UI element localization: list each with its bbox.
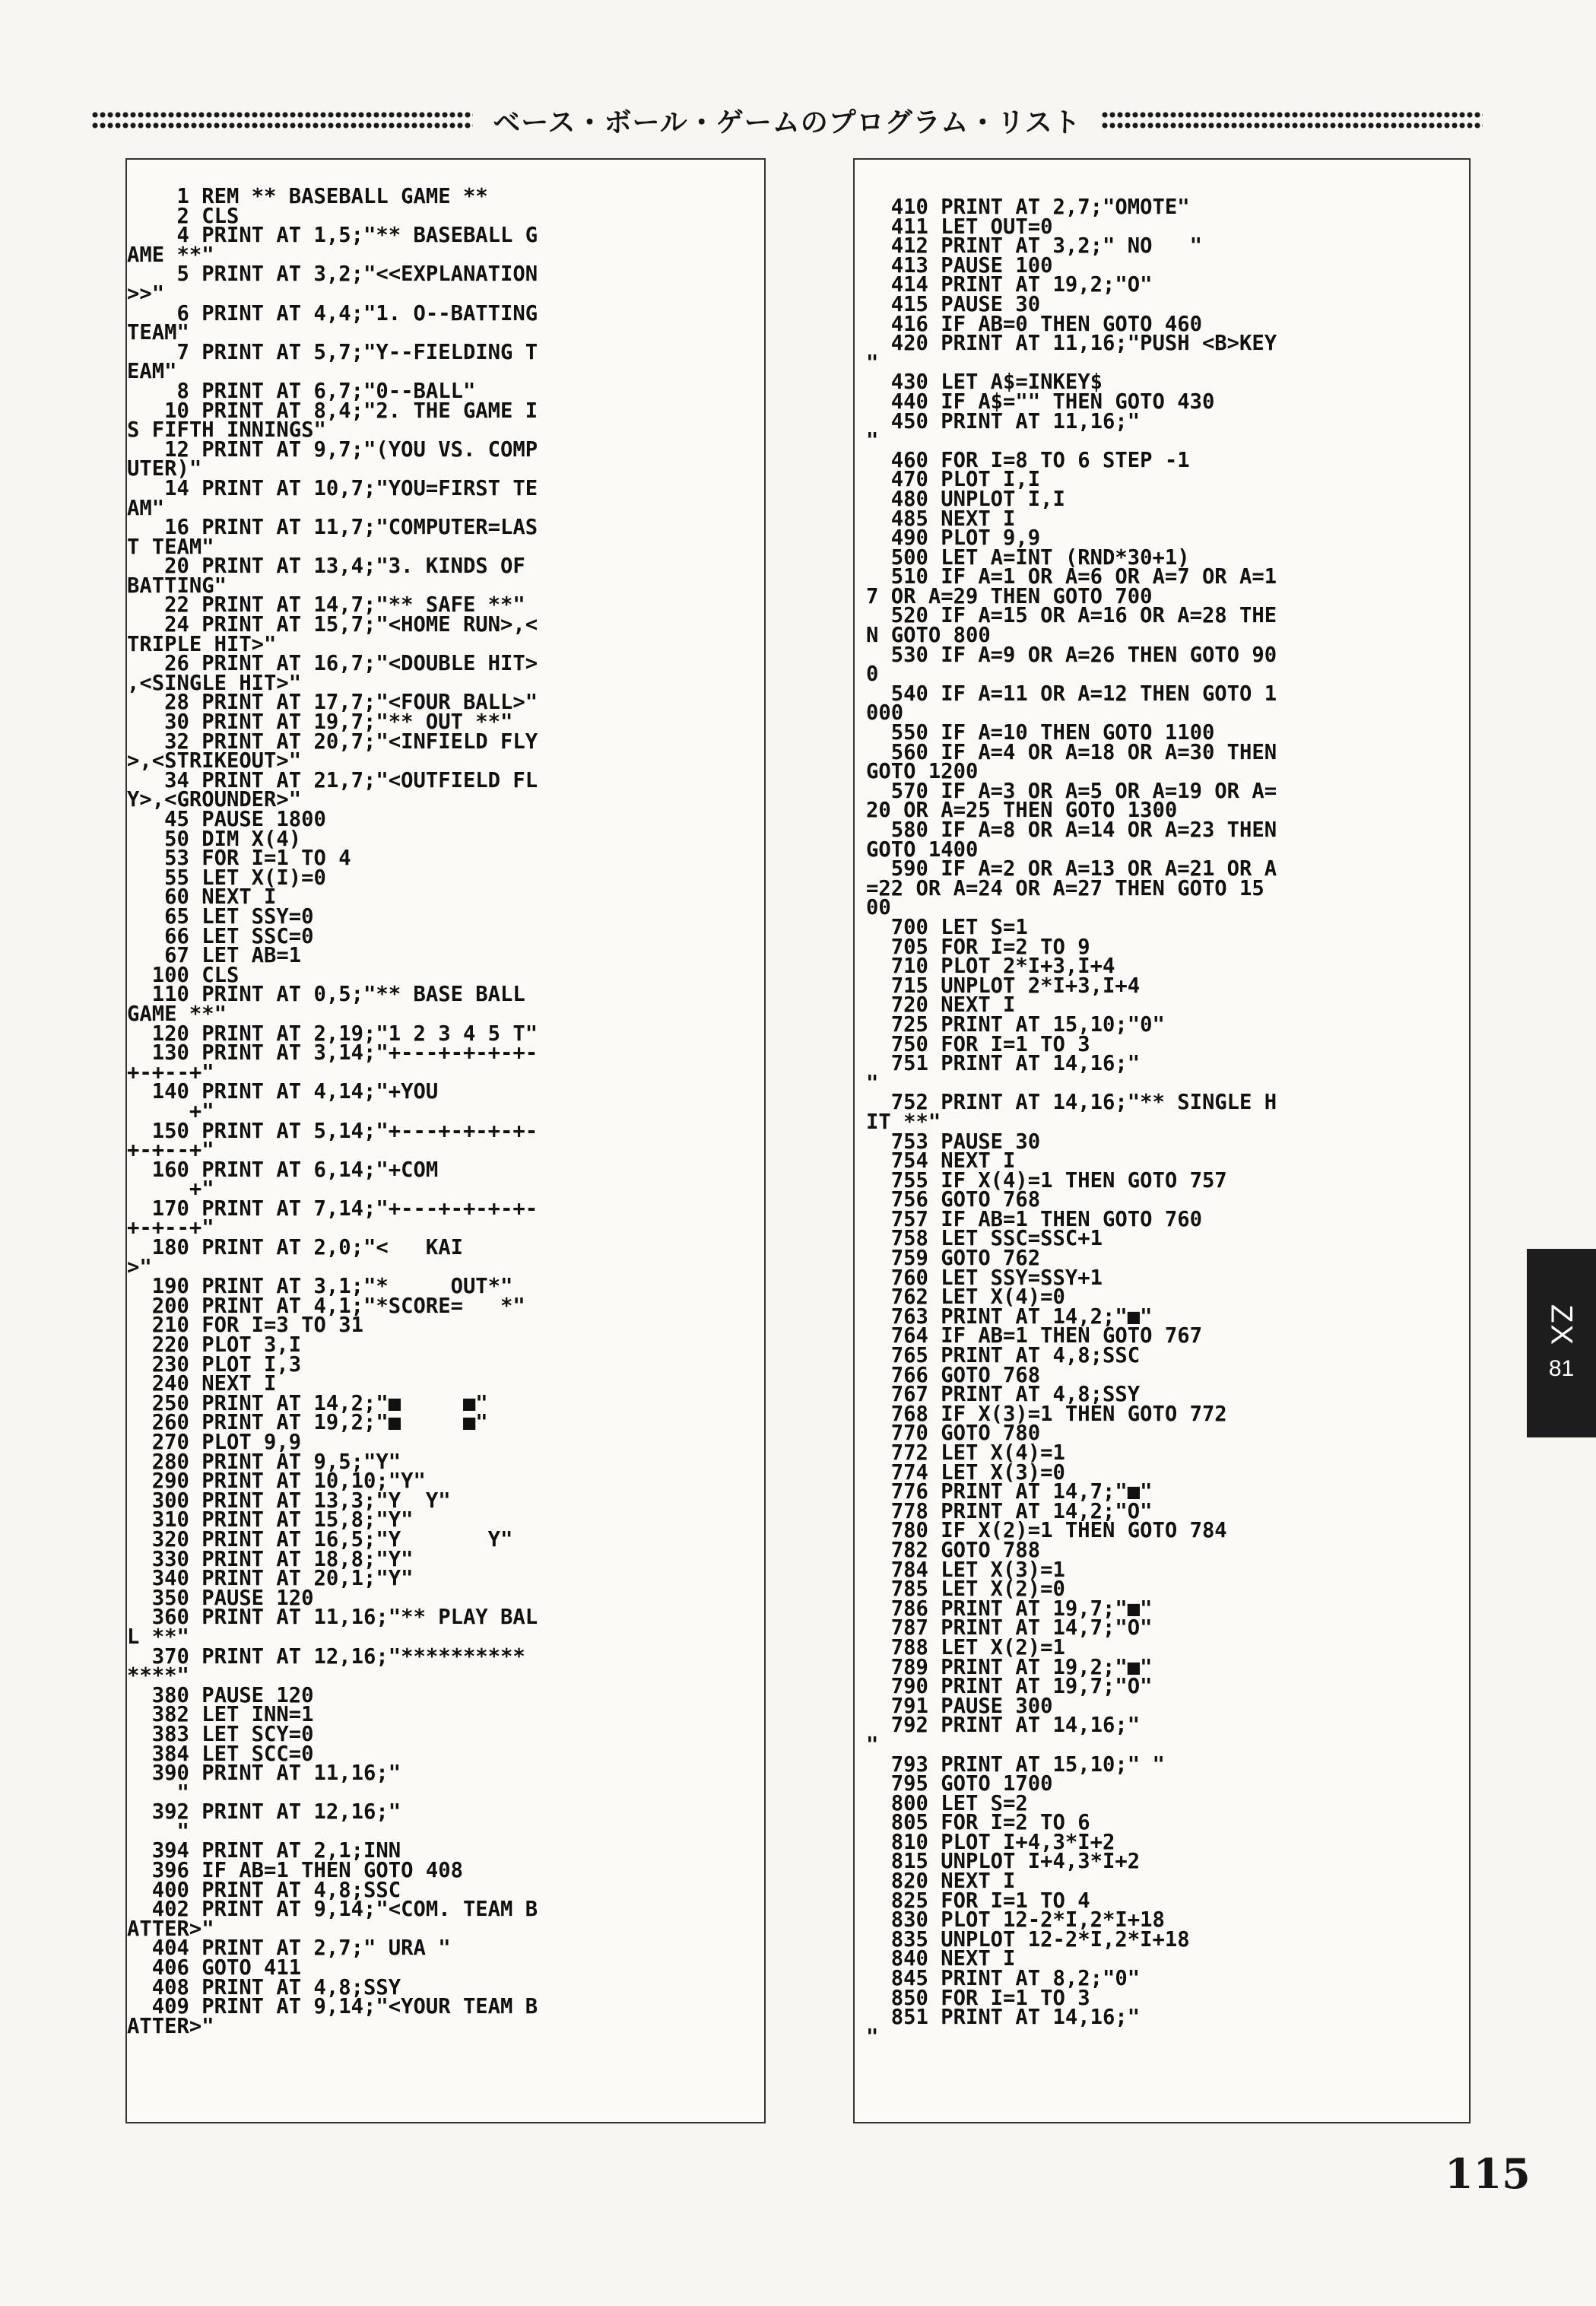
code-line: EAM"	[127, 360, 177, 384]
code-line: 310 PRINT AT 15,8;"Y"	[127, 1508, 414, 1533]
code-line: >,<STRIKEOUT>"	[127, 749, 302, 773]
code-line: 55 LET X(I)=0	[127, 866, 326, 890]
code-line: 415 PAUSE 30	[866, 292, 1041, 316]
code-line: 788 LET X(2)=1	[866, 1635, 1065, 1660]
code-line: 190 PRINT AT 3,1;"* OUT*"	[127, 1275, 513, 1299]
code-line: 825 FOR I=1 TO 4	[866, 1888, 1090, 1913]
code-line: +-+--+"	[127, 1216, 214, 1240]
code-line: 752 PRINT AT 14,16;"** SINGLE H	[866, 1091, 1277, 1115]
code-line: >>"	[127, 281, 165, 306]
code-line: 835 UNPLOT 12-2*I,2*I+18	[866, 1927, 1190, 1952]
code-line: ****"	[127, 1664, 189, 1688]
code-line: "	[127, 1780, 189, 1805]
code-line: 66 LET SSC=0	[127, 924, 314, 948]
code-line: 480 UNPLOT I,I	[866, 487, 1065, 511]
code-line: 000	[866, 701, 904, 726]
code-line: 720 NEXT I	[866, 993, 1016, 1018]
code-line: 160 PRINT AT 6,14;"+COM	[127, 1158, 439, 1182]
code-line: 1 REM ** BASEBALL GAME **	[127, 185, 488, 208]
code-line: >"	[127, 1255, 152, 1279]
code-line: ATTER>"	[127, 1917, 214, 1941]
code-line: 753 PAUSE 30	[866, 1129, 1041, 1154]
code-line: 340 PRINT AT 20,1;"Y"	[127, 1567, 414, 1591]
code-line: 290 PRINT AT 10,10;"Y"	[127, 1469, 426, 1494]
code-line: 800 LET S=2	[866, 1791, 1028, 1815]
code-line: 410 PRINT AT 2,7;"OMOTE"	[866, 195, 1190, 219]
code-line: 789 PRINT AT 19,2;"■"	[866, 1655, 1153, 1679]
code-line: 530 IF A=9 OR A=26 THEN GOTO 90	[866, 643, 1277, 667]
code-line: 754 NEXT I	[866, 1149, 1016, 1174]
code-line: 240 NEXT I	[127, 1372, 277, 1396]
code-line: 34 PRINT AT 21,7;"<OUTFIELD FL	[127, 768, 538, 792]
program-listing-left	[127, 187, 538, 2036]
code-line: GAME **"	[127, 1002, 227, 1026]
code-line: 7 OR A=29 THEN GOTO 700	[866, 584, 1153, 608]
code-line: 28 PRINT AT 17,7;"<FOUR BALL>"	[127, 691, 538, 715]
code-line: 755 IF X(4)=1 THEN GOTO 757	[866, 1168, 1227, 1193]
code-line: +"	[127, 1099, 214, 1123]
code-line: 550 IF A=10 THEN GOTO 1100	[866, 721, 1215, 745]
code-line: 715 UNPLOT 2*I+3,I+4	[866, 974, 1141, 998]
chapter-tab	[1527, 1249, 1596, 1437]
code-line: 820 NEXT I	[866, 1869, 1016, 1894]
code-line: AME **"	[127, 243, 214, 267]
code-line: 400 PRINT AT 4,8;SSC	[127, 1878, 401, 1902]
code-line: L **"	[127, 1625, 189, 1649]
code-line: 793 PRINT AT 15,10;" "	[866, 1752, 1165, 1777]
code-line: 8 PRINT AT 6,7;"0--BALL"	[127, 379, 476, 403]
code-line: 750 FOR I=1 TO 3	[866, 1032, 1090, 1056]
code-line: +-+--+"	[127, 1060, 214, 1085]
chapter-tab-number: 81	[1548, 1355, 1575, 1381]
code-line: 250 PRINT AT 14,2;"■ ■"	[127, 1391, 488, 1415]
code-line: "	[866, 1071, 879, 1095]
code-line: TRIPLE HIT>"	[127, 632, 277, 656]
code-line: 805 FOR I=2 TO 6	[866, 1811, 1090, 1835]
code-line: 396 IF AB=1 THEN GOTO 408	[127, 1859, 463, 1883]
code-line: 230 PLOT I,3	[127, 1352, 302, 1377]
code-line: 772 LET X(4)=1	[866, 1441, 1065, 1465]
code-line: 411 LET OUT=0	[866, 214, 1053, 239]
code-line: 130 PRINT AT 3,14;"+---+-+-+-+-	[127, 1041, 538, 1066]
code-line: 300 PRINT AT 13,3;"Y Y"	[127, 1488, 451, 1513]
code-line: 270 PLOT 9,9	[127, 1431, 302, 1454]
code-line: 406 GOTO 411	[127, 1956, 302, 1980]
code-line: 110 PRINT AT 0,5;"** BASE BALL	[127, 983, 525, 1007]
code-line: 460 FOR I=8 TO 6 STEP -1	[866, 448, 1190, 472]
code-line: UTER)"	[127, 457, 202, 481]
code-line: 170 PRINT AT 7,14;"+---+-+-+-+-	[127, 1196, 538, 1221]
code-line: +"	[127, 1177, 214, 1202]
code-line: 412 PRINT AT 3,2;" NO "	[866, 234, 1202, 259]
code-line: 774 LET X(3)=0	[866, 1460, 1065, 1485]
code-line: 784 LET X(3)=1	[866, 1558, 1065, 1582]
code-line: Y>,<GROUNDER>"	[127, 788, 302, 812]
code-line: 2 CLS	[127, 204, 240, 228]
page-number: 115	[1445, 2149, 1531, 2198]
code-line: 540 IF A=11 OR A=12 THEN GOTO 1	[866, 681, 1277, 706]
code-line: 382 LET INN=1	[127, 1703, 314, 1727]
code-line: 560 IF A=4 OR A=18 OR A=30 THEN	[866, 740, 1277, 764]
code-line: 408 PRINT AT 4,8;SSY	[127, 1975, 401, 1999]
code-line: 260 PRINT AT 19,2;"■ ■"	[127, 1411, 488, 1435]
code-line: 791 PAUSE 300	[866, 1694, 1053, 1718]
code-line: 590 IF A=2 OR A=13 OR A=21 OR A	[866, 857, 1277, 881]
code-line: 4 PRINT AT 1,5;"** BASEBALL G	[127, 224, 538, 248]
code-line: 840 NEXT I	[866, 1947, 1016, 1971]
code-line: "	[866, 429, 879, 453]
code-line: 413 PAUSE 100	[866, 253, 1053, 278]
code-line: 851 PRINT AT 14,16;"	[866, 2006, 1141, 2030]
code-line: "	[866, 351, 879, 375]
code-line: 180 PRINT AT 2,0;"< KAI	[127, 1236, 463, 1260]
code-line: 430 LET A$=INKEY$	[866, 370, 1103, 395]
code-line: 765 PRINT AT 4,8;SSC	[866, 1344, 1141, 1368]
code-line: TEAM"	[127, 321, 189, 345]
code-line: 60 NEXT I	[127, 885, 277, 910]
code-line: 759 GOTO 762	[866, 1247, 1041, 1271]
code-line: 762 LET X(4)=0	[866, 1285, 1065, 1310]
code-line: 32 PRINT AT 20,7;"<INFIELD FLY	[127, 729, 538, 754]
code-line: 700 LET S=1	[866, 915, 1028, 939]
code-line: 6 PRINT AT 4,4;"1. O--BATTING	[127, 301, 538, 326]
code-line: 450 PRINT AT 11,16;"	[866, 409, 1141, 434]
code-line: 330 PRINT AT 18,8;"Y"	[127, 1547, 414, 1571]
code-line: 20 OR A=25 THEN GOTO 1300	[866, 799, 1178, 823]
code-line: 16 PRINT AT 11,7;"COMPUTER=LAS	[127, 516, 538, 540]
code-line: 50 DIM X(4)	[127, 827, 302, 851]
code-line: 776 PRINT AT 14,7;"■"	[866, 1480, 1153, 1504]
code-line: 766 GOTO 768	[866, 1363, 1041, 1387]
code-line: 810 PLOT I+4,3*I+2	[866, 1830, 1115, 1854]
code-line: 790 PRINT AT 19,7;"O"	[866, 1675, 1153, 1699]
code-line: 420 PRINT AT 11,16;"PUSH <B>KEY	[866, 332, 1277, 356]
code-line: 140 PRINT AT 4,14;"+YOU	[127, 1080, 439, 1104]
code-line: ,<SINGLE HIT>"	[127, 671, 302, 695]
code-line: 763 PRINT AT 14,2;"■"	[866, 1304, 1153, 1329]
header-ornament-right	[1101, 110, 1483, 131]
code-line: 725 PRINT AT 15,10;"0"	[866, 1012, 1165, 1037]
code-line: 409 PRINT AT 9,14;"<YOUR TEAM B	[127, 1995, 538, 2019]
code-line: =22 OR A=24 OR A=27 THEN GOTO 15	[866, 876, 1264, 900]
code-line: 414 PRINT AT 19,2;"O"	[866, 273, 1153, 297]
code-line: 26 PRINT AT 16,7;"<DOUBLE HIT>	[127, 652, 538, 676]
code-line: 350 PAUSE 120	[127, 1586, 314, 1610]
code-line: +-+--+"	[127, 1139, 214, 1163]
code-line: 570 IF A=3 OR A=5 OR A=19 OR A=	[866, 779, 1277, 803]
code-line: 470 PLOT I,I	[866, 468, 1041, 492]
code-line: S FIFTH INNINGS"	[127, 418, 326, 443]
code-line: 280 PRINT AT 9,5;"Y"	[127, 1450, 401, 1474]
code-line: 22 PRINT AT 14,7;"** SAFE **"	[127, 593, 525, 618]
code-line: AM"	[127, 496, 165, 520]
code-line: 380 PAUSE 120	[127, 1683, 314, 1707]
code-line: 782 GOTO 788	[866, 1538, 1041, 1562]
code-line: 220 PLOT 3,I	[127, 1333, 302, 1358]
code-line: 45 PAUSE 1800	[127, 808, 326, 831]
code-line: 757 IF AB=1 THEN GOTO 760	[866, 1207, 1202, 1231]
code-line: 795 GOTO 1700	[866, 1772, 1053, 1796]
code-line: "	[866, 1733, 879, 1757]
code-line: 390 PRINT AT 11,16;"	[127, 1761, 401, 1786]
code-line: 767 PRINT AT 4,8;SSY	[866, 1383, 1141, 1407]
code-line: 402 PRINT AT 9,14;"<COM. TEAM B	[127, 1898, 538, 1922]
code-line: 370 PRINT AT 12,16;"**********	[127, 1644, 525, 1669]
code-line: IT **"	[866, 1110, 941, 1134]
code-line: 7 PRINT AT 5,7;"Y--FIELDING T	[127, 340, 538, 364]
code-line: 65 LET SSY=0	[127, 904, 314, 929]
code-line: 756 GOTO 768	[866, 1188, 1041, 1212]
code-line: 67 LET AB=1	[127, 944, 302, 968]
code-line: BATTING"	[127, 573, 227, 598]
code-line: 764 IF AB=1 THEN GOTO 767	[866, 1324, 1202, 1348]
code-line: 768 IF X(3)=1 THEN GOTO 772	[866, 1402, 1227, 1426]
code-line: 787 PRINT AT 14,7;"O"	[866, 1616, 1153, 1641]
code-line: 392 PRINT AT 12,16;"	[127, 1800, 401, 1825]
code-line: 404 PRINT AT 2,7;" URA "	[127, 1936, 451, 1961]
code-line: 770 GOTO 780	[866, 1421, 1041, 1446]
code-line: 210 FOR I=3 TO 31	[127, 1313, 363, 1338]
code-line: 792 PRINT AT 14,16;"	[866, 1714, 1141, 1738]
code-line: 520 IF A=15 OR A=16 OR A=28 THE	[866, 604, 1277, 628]
header-ornament-left	[91, 110, 473, 131]
code-line: 416 IF AB=0 THEN GOTO 460	[866, 312, 1202, 336]
code-line: T TEAM"	[127, 535, 214, 559]
code-line: 580 IF A=8 OR A=14 OR A=23 THEN	[866, 818, 1277, 842]
page-header	[91, 97, 1483, 143]
code-line: 786 PRINT AT 19,7;"■"	[866, 1596, 1153, 1621]
code-line: 780 IF X(2)=1 THEN GOTO 784	[866, 1519, 1227, 1543]
code-line: 10 PRINT AT 8,4;"2. THE GAME I	[127, 399, 538, 423]
program-listing-right	[866, 195, 1277, 2049]
code-line: 440 IF A$="" THEN GOTO 430	[866, 389, 1215, 414]
code-line: 100 CLS	[127, 963, 240, 987]
code-line: 150 PRINT AT 5,14;"+---+-+-+-+-	[127, 1119, 538, 1143]
code-line: 778 PRINT AT 14,2;"O"	[866, 1499, 1153, 1523]
chapter-tab-label: ZX	[1544, 1304, 1579, 1347]
code-line: 490 PLOT 9,9	[866, 526, 1041, 551]
code-line: 785 LET X(2)=0	[866, 1577, 1065, 1602]
code-line: 850 FOR I=1 TO 3	[866, 1986, 1090, 2010]
code-line: 383 LET SCY=0	[127, 1722, 314, 1746]
code-line: 360 PRINT AT 11,16;"** PLAY BAL	[127, 1606, 538, 1630]
code-line: 320 PRINT AT 16,5;"Y Y"	[127, 1527, 513, 1552]
code-line: 510 IF A=1 OR A=6 OR A=7 OR A=1	[866, 565, 1277, 589]
code-line: 705 FOR I=2 TO 9	[866, 935, 1090, 959]
listing-panel-left	[125, 158, 766, 2123]
header-title: ベース・ボール・ゲームのプログラム・リスト	[493, 106, 1081, 138]
code-line: 00	[866, 896, 891, 920]
code-line: 500 LET A=INT (RND*30+1)	[866, 545, 1190, 570]
code-line: 24 PRINT AT 15,7;"<HOME RUN>,<	[127, 613, 538, 637]
code-line: 758 LET SSC=SSC+1	[866, 1227, 1103, 1251]
code-line: 710 PLOT 2*I+3,I+4	[866, 954, 1115, 979]
code-line: GOTO 1400	[866, 837, 979, 862]
code-line: 14 PRINT AT 10,7;"YOU=FIRST TE	[127, 476, 538, 500]
code-line: 120 PRINT AT 2,19;"1 2 3 4 5 T"	[127, 1021, 538, 1046]
code-line: 12 PRINT AT 9,7;"(YOU VS. COMP	[127, 437, 538, 462]
code-line: 384 LET SCC=0	[127, 1742, 314, 1766]
code-line: 830 PLOT 12-2*I,2*I+18	[866, 1908, 1165, 1933]
code-line: 200 PRINT AT 4,1;"*SCORE= *"	[127, 1294, 525, 1318]
code-line: 485 NEXT I	[866, 507, 1016, 531]
code-line: 53 FOR I=1 TO 4	[127, 846, 351, 871]
code-line: 815 UNPLOT I+4,3*I+2	[866, 1850, 1141, 1874]
code-line: 0	[866, 662, 879, 687]
code-line: 394 PRINT AT 2,1;INN	[127, 1839, 401, 1863]
code-line: 760 LET SSY=SSY+1	[866, 1266, 1103, 1290]
code-line: GOTO 1200	[866, 760, 979, 784]
code-line: 845 PRINT AT 8,2;"0"	[866, 1967, 1141, 1991]
code-line: "	[866, 2025, 879, 2049]
code-line: "	[127, 1819, 189, 1844]
code-line: N GOTO 800	[866, 624, 991, 648]
code-line: 5 PRINT AT 3,2;"<<EXPLANATION	[127, 262, 538, 287]
code-line: 20 PRINT AT 13,4;"3. KINDS OF	[127, 554, 525, 579]
code-line: 751 PRINT AT 14,16;"	[866, 1052, 1141, 1076]
listing-panel-right	[853, 158, 1471, 2123]
code-line: 30 PRINT AT 19,7;"** OUT **"	[127, 710, 513, 735]
code-line: ATTER>"	[127, 2014, 214, 2038]
